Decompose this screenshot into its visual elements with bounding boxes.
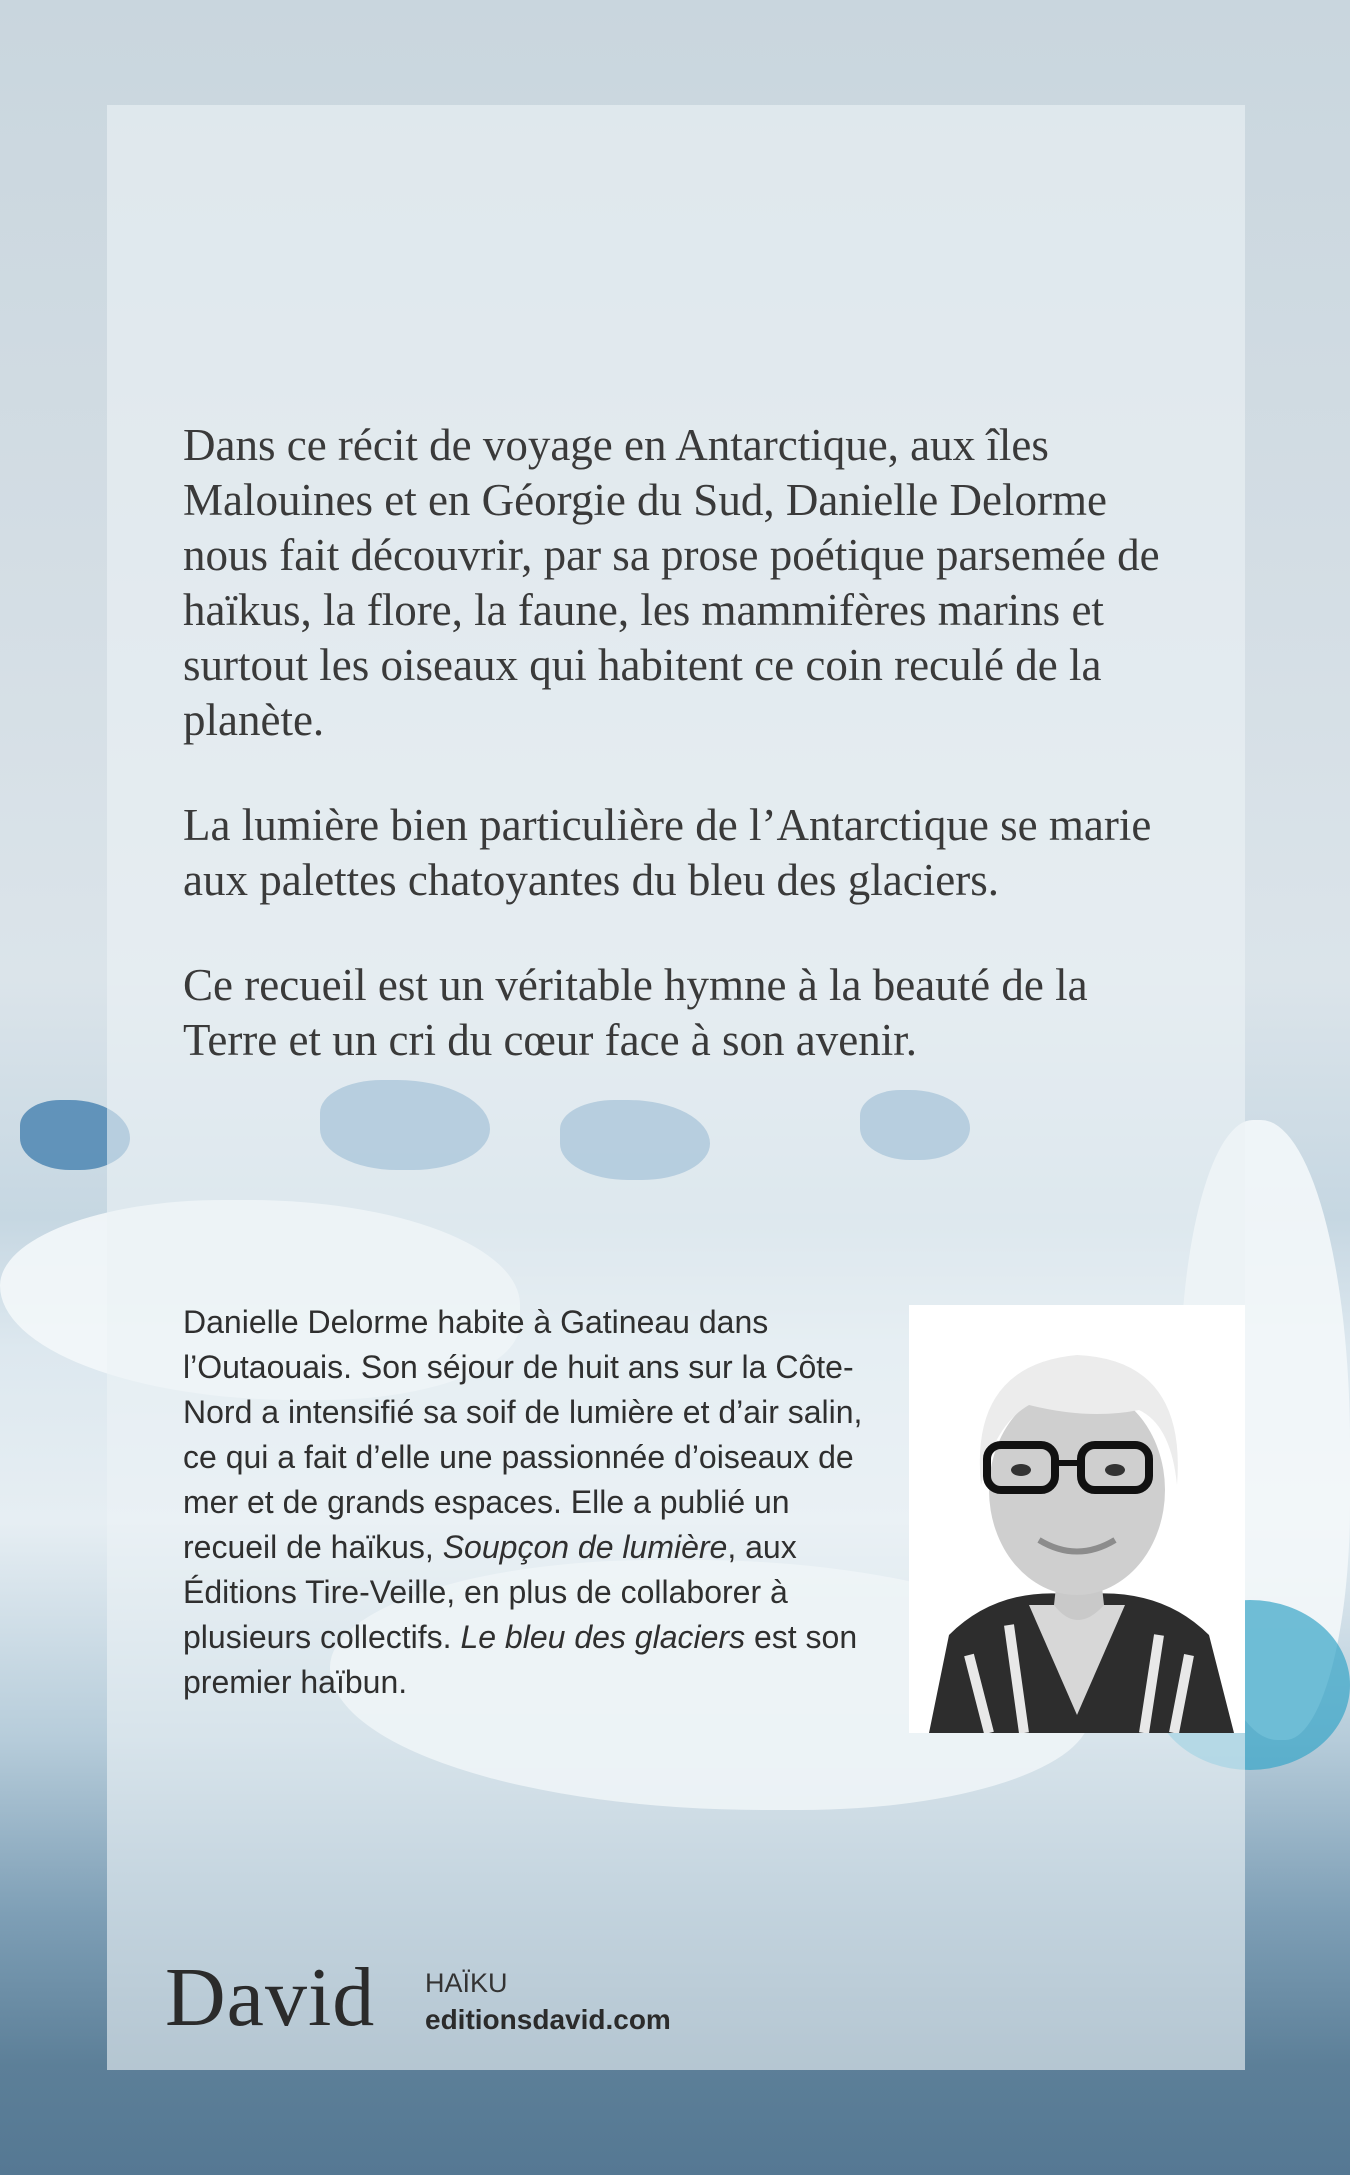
publisher-website[interactable]: editionsdavid.com — [425, 2004, 671, 2035]
blurb-paragraph-2: La lumière bien particulière de l’Antarctique se marie aux palettes chatoyantes du bleu des glaciers. — [183, 800, 1152, 905]
author-bio — [183, 1300, 873, 1705]
blurb-paragraph-1: Dans ce récit de voyage en Antarctique, aux îles Malouines et en Géorgie du Sud, Danielle Delorme nous fait découvrir, par sa prose poétique parsemée de haïkus, la flore, la faune, les mammifères marins et surtout les oiseaux qui habitent ce coin reculé de la planète. — [183, 420, 1160, 745]
bio-text: Danielle Delorme habite à Gatineau dans l’Outaouais. Son séjour de huit ans sur la Côte-Nord a intensifié sa soif de lumière et d’air salin, ce qui a fait d’elle une passionnée d’oiseaux de mer et de grands espaces. Elle a publié un recueil de haïkus, — [183, 1304, 863, 1565]
author-portrait — [909, 1305, 1245, 1733]
bio-text: est son premier haïbun. — [183, 1619, 858, 1700]
bio-text: , aux Éditions Tire-Veille, en plus de collaborer à plusieurs collectifs. — [183, 1529, 797, 1655]
author-portrait-drawing — [909, 1305, 1245, 1733]
text-panel — [107, 105, 1245, 2070]
publisher-logo: David — [165, 1951, 376, 2044]
bio-book-title: Soupçon de lumière — [442, 1529, 728, 1565]
blurb-paragraph-3: Ce recueil est un véritable hymne à la beauté de la Terre et un cri du cœur face à son avenir. — [183, 960, 1088, 1065]
collection-label: HAÏKU — [425, 1968, 508, 1998]
bio-book-title: Le bleu des glaciers — [460, 1619, 746, 1655]
